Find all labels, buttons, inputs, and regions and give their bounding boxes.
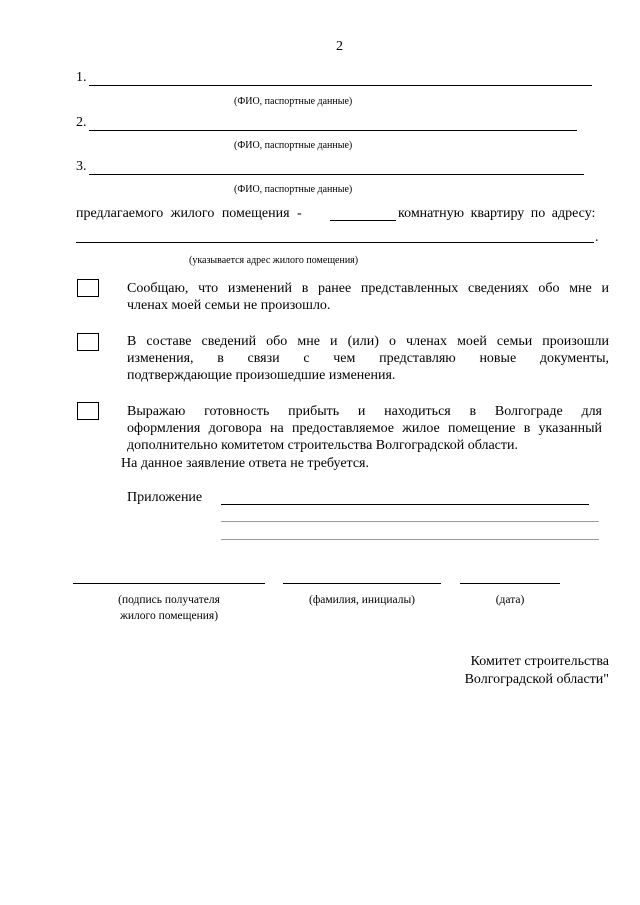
person-3-caption: (ФИО, паспортные данные) [234,184,353,195]
option-1-checkbox[interactable] [77,279,99,297]
date-line[interactable] [460,583,560,584]
signature-caption-line-2: жилого помещения) [119,610,219,622]
person-3-number: 3. [76,159,87,174]
page-number: 2 [336,39,343,54]
attachment-line-3[interactable] [221,539,599,540]
rooms-count-line[interactable] [330,220,396,221]
housing-prefix: предлагаемого жилого помещения - [76,206,302,221]
footer-block [400,653,609,689]
person-1-line[interactable] [89,85,592,86]
person-1-number: 1. [76,70,87,85]
option-1-line-1: Сообщаю, что изменений в ранее представленных сведениях обо мне и [127,281,609,296]
address-line[interactable] [76,242,594,243]
signature-line[interactable] [73,583,265,584]
option-3-line-2: оформления договора на предоставляемое жилое помещение в указанный [127,421,602,436]
signature-caption-line-1: (подпись получателя [118,594,220,606]
no-reply-note: На данное заявление ответа не требуется. [121,456,369,471]
person-2-caption: (ФИО, паспортные данные) [234,140,353,151]
housing-suffix: комнатную квартиру по адресу: [398,206,596,221]
footer-line-1: Комитет строительства [470,654,609,669]
person-2-number: 2. [76,115,87,130]
person-3-line[interactable] [89,174,584,175]
date-caption: (дата) [495,594,525,606]
attachment-label: Приложение [127,490,203,505]
option-3-checkbox[interactable] [77,402,99,420]
name-caption: (фамилия, инициалы) [308,594,416,606]
name-line[interactable] [283,583,441,584]
person-1-caption: (ФИО, паспортные данные) [234,96,353,107]
option-2-line-3: подтверждающие произошедшие изменения. [127,368,396,383]
footer-line-2: Волгоградской области" [464,672,609,687]
attachment-line-1[interactable] [221,504,589,505]
option-1-text [127,280,609,314]
option-2-line-1: В составе сведений обо мне и (или) о членах моей семьи произошли [127,334,609,349]
option-2-checkbox[interactable] [77,333,99,351]
option-2-line-2: изменения, в связи с чем представляю новые документы, [127,351,609,366]
signature-caption [73,592,265,624]
person-2-line[interactable] [89,130,577,131]
option-3-text [127,403,602,454]
option-3-line-3: дополнительно комитетом строительства Волгоградской области. [127,438,519,453]
attachment-line-2[interactable] [221,521,599,522]
option-2-text [127,333,609,384]
option-1-line-2: членах моей семьи не произошло. [127,298,331,313]
address-caption: (указывается адрес жилого помещения) [189,255,359,266]
option-3-line-1: Выражаю готовность прибыть и находиться в Волгограде для [127,404,602,419]
address-end-dot: . [595,230,599,245]
